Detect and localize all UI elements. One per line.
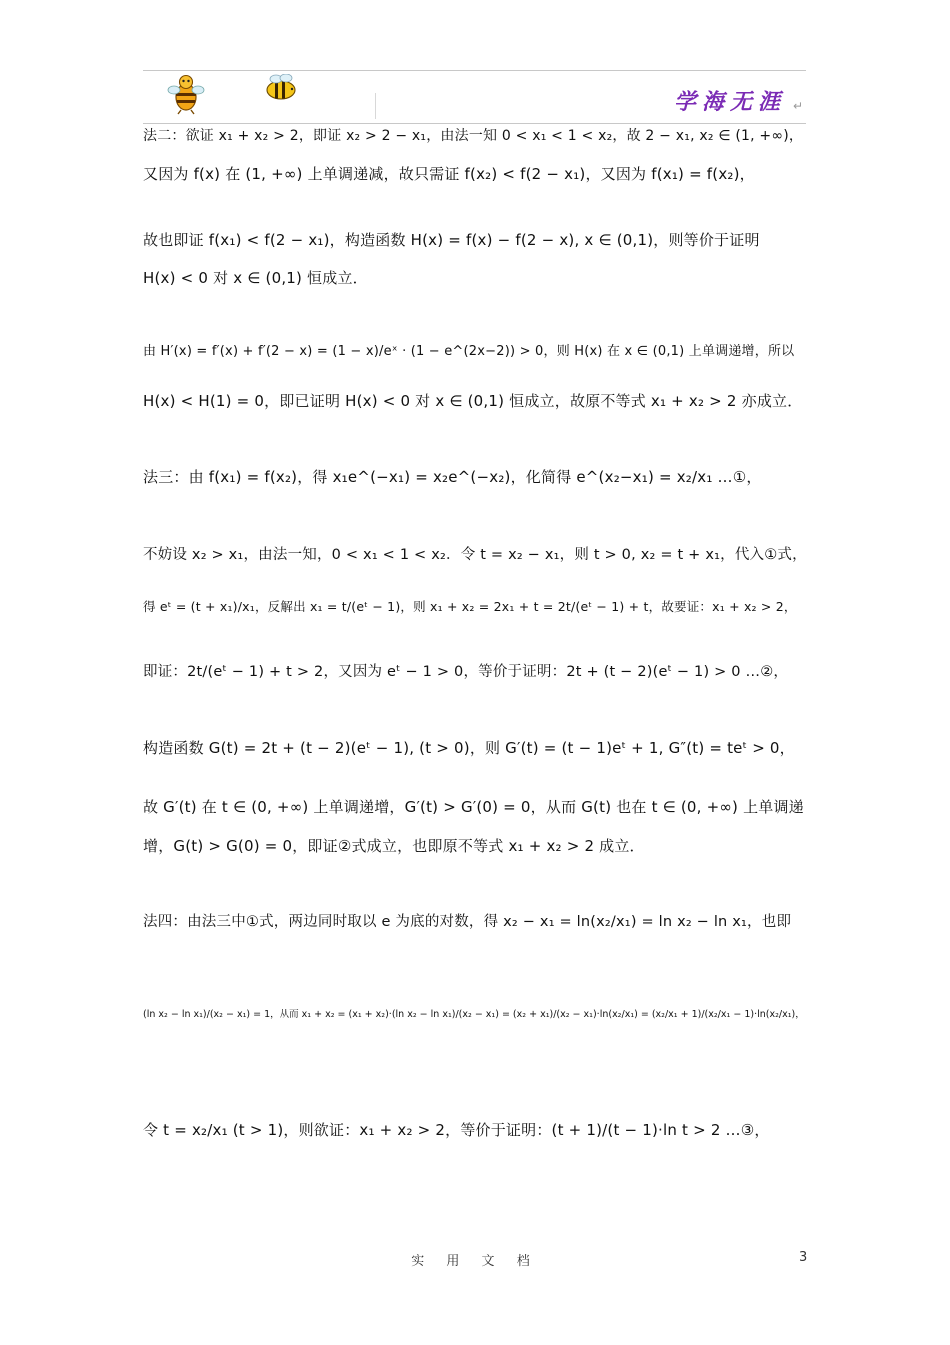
text-line: 法二：欲证 x₁ + x₂ > 2，即证 x₂ > 2 − x₁，由法一知 0 < x₁ < 1 < x₂，故 2 − x₁, x₂ ∈ (1, +∞)， xyxy=(143,128,804,144)
text-line: H(x) < 0 对 x ∈ (0,1) 恒成立． xyxy=(143,269,368,287)
text-line: 令 t = x₂/x₁ (t > 1)，则欲证：x₁ + x₂ > 2，等价于证明：(t + 1)/(t − 1)·ln t > 2 …③， xyxy=(143,1121,770,1139)
header-divider xyxy=(375,93,376,119)
text-line: 由 H′(x) = f′(x) + f′(2 − x) = (1 − x)/eˣ · (1 − e^(2x−2)) > 0，则 H(x) 在 x ∈ (0,1) 上单调递增，所以 xyxy=(143,344,795,359)
header-motto: 学海无涯 xyxy=(673,89,786,115)
text-line: 又因为 f(x) 在 (1, +∞) 上单调递减，故只需证 f(x₂) < f(2 − x₁)，又因为 f(x₁) = f(x₂)， xyxy=(143,165,755,183)
text-line: 不妨设 x₂ > x₁，由法一知，0 < x₁ < 1 < x₂．令 t = x₂ − x₁，则 t > 0, x₂ = t + x₁，代入①式， xyxy=(143,547,807,563)
text-line: 得 eᵗ = (t + x₁)/x₁，反解出 x₁ = t/(eᵗ − 1)，则 x₁ + x₂ = 2x₁ + t = 2t/(eᵗ − 1) + t，故要证：x₁ + x₂ > 2， xyxy=(143,599,797,614)
text-line: 法四：由法三中①式，两边同时取以 e 为底的对数，得 x₂ − x₁ = ln(x₂/x₁) = ln x₂ − ln x₁，也即 xyxy=(143,914,792,930)
text-line: 故也即证 f(x₁) < f(2 − x₁)，构造函数 H(x) = f(x) − f(2 − x), x ∈ (0,1)，则等价于证明 xyxy=(143,231,760,249)
text-line: 构造函数 G(t) = 2t + (t − 2)(eᵗ − 1), (t > 0)，则 G′(t) = (t − 1)eᵗ + 1, G″(t) = teᵗ > 0， xyxy=(143,739,795,757)
page-number: 3 xyxy=(799,1250,808,1265)
text-line: 法三：由 f(x₁) = f(x₂)，得 x₁e^(−x₁) = x₂e^(−x₂)，化简得 e^(x₂−x₁) = x₂/x₁ …①， xyxy=(143,468,762,486)
text-line: (ln x₂ − ln x₁)/(x₂ − x₁) = 1，从而 x₁ + x₂ = (x₁ + x₂)·(ln x₂ − ln x₁)/(x₂ − x₁) = (x₂ + x₁)/(x₂ − x₁)·ln(x₂/x₁) = (x₂/x₁ + 1)/(x₂/x₁ − 1)·ln(x₂/x₁)， xyxy=(143,1009,805,1020)
text-line: 即证：2t/(eᵗ − 1) + t > 2，又因为 eᵗ − 1 > 0，等价于证明：2t + (t − 2)(eᵗ − 1) > 0 …②， xyxy=(143,664,789,680)
return-mark: ↵ xyxy=(792,99,803,113)
text-line: H(x) < H(1) = 0，即已证明 H(x) < 0 对 x ∈ (0,1) 恒成立，故原不等式 x₁ + x₂ > 2 亦成立． xyxy=(143,392,803,410)
footer-label: 实 用 文 档 xyxy=(411,1254,539,1269)
bee-logo-icon xyxy=(167,73,205,119)
flying-bee-icon xyxy=(263,74,299,106)
text-line: 增，G(t) > G(0) = 0，即证②式成立，也即原不等式 x₁ + x₂ > 2 成立． xyxy=(143,837,645,855)
text-line: 故 G′(t) 在 t ∈ (0, +∞) 上单调递增，G′(t) > G′(0) = 0，从而 G(t) 也在 t ∈ (0, +∞) 上单调递 xyxy=(143,798,804,816)
page-header xyxy=(143,70,806,124)
